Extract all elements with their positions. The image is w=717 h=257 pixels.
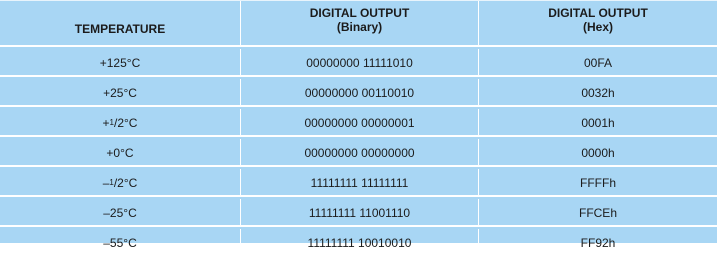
cell-temperature: + 1 /2 °C (0, 109, 241, 135)
header-temperature-label: TEMPERATURE (74, 21, 166, 36)
cell-hex: 0032h (581, 86, 615, 100)
cell-temperature (0, 199, 241, 225)
temperature-unit: °C (126, 56, 141, 70)
cell-binary: 11111111 11001110 (241, 199, 479, 225)
cell-hex: 00FA (583, 56, 613, 70)
cell-hex: FFCEh (578, 206, 617, 220)
cell-binary: 11111111 10010010 (241, 229, 479, 255)
table-row (0, 139, 717, 167)
table-row (0, 199, 717, 227)
temperature-value: –25 (103, 206, 124, 220)
temperature-unit: °C (123, 176, 138, 190)
temperature-unit: °C (123, 236, 137, 250)
table-row (0, 49, 717, 77)
cell-temperature (0, 229, 241, 255)
temperature-value: +0 (106, 146, 121, 160)
fraction-denominator: /2 (113, 176, 124, 190)
header-hex-line2: (Hex) (582, 20, 613, 34)
temperature-unit: °C (120, 146, 134, 160)
table-row (0, 79, 717, 107)
table-row (0, 169, 717, 197)
cell-temperature: – 1 /2 °C (0, 169, 241, 195)
temperature-unit: °C (124, 116, 138, 130)
temperature-value: + (102, 116, 110, 130)
cell-hex: FF92h (580, 236, 616, 250)
table-row (0, 229, 717, 257)
temperature-value: +125 (99, 56, 127, 70)
temperature-value: –55 (103, 236, 124, 250)
cell-binary: 00000000 00000000 (241, 139, 479, 165)
cell-binary: 00000000 11111010 (241, 49, 479, 75)
cell-binary: 11111111 11111111 (241, 169, 479, 195)
fraction-denominator: /2 (113, 116, 124, 130)
header-binary (241, 1, 479, 45)
temperature-value: – (102, 176, 110, 190)
temperature-unit: °C (123, 86, 137, 100)
cell-temperature (0, 49, 241, 75)
header-temperature (0, 1, 241, 45)
cell-binary: 00000000 00110010 (241, 79, 479, 105)
header-binary-line1: DIGITAL OUTPUT (309, 6, 410, 20)
cell-temperature (0, 79, 241, 105)
cell-binary: 00000000 00000001 (241, 109, 479, 135)
header-hex-line1: DIGITAL OUTPUT (548, 6, 648, 20)
cell-temperature (0, 139, 241, 165)
header-binary-line2: (Binary) (336, 20, 383, 34)
table-row (0, 109, 717, 137)
temperature-unit: °C (123, 206, 137, 220)
header-hex (479, 1, 717, 45)
table-header-row (0, 1, 717, 47)
cell-hex: FFFFh (580, 176, 616, 190)
cell-hex: 0001h (581, 116, 615, 130)
temperature-value: +25 (103, 86, 124, 100)
cell-hex: 0000h (581, 146, 615, 160)
